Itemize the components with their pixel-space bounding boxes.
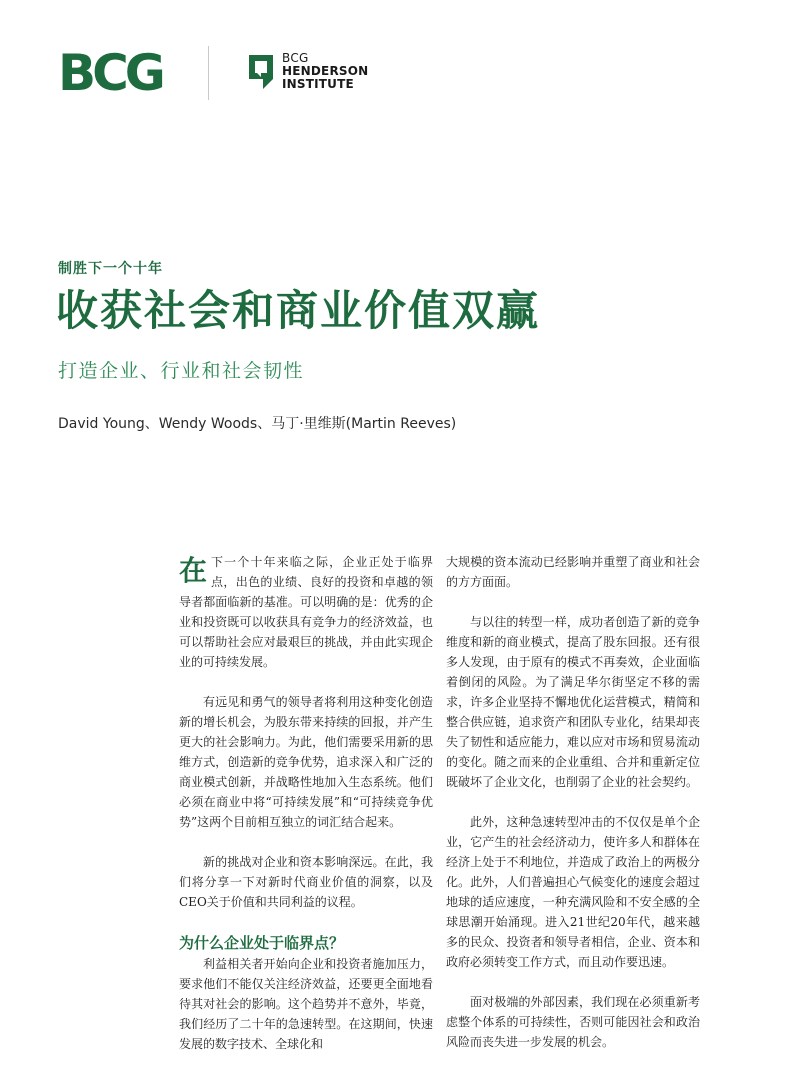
body-paragraph: 大规模的资本流动已经影响并重塑了商业和社会的方方面面。 — [446, 555, 700, 589]
header — [58, 46, 458, 102]
body-paragraph: 与以往的转型一样，成功者创造了新的竞争维度和新的商业模式，提高了股东回报。还有很多人发现，由于原有的模式不再奏效，企业面临着倒闭的风险。为了满足华尔街坚定不移的需求，许多企业坚持不懈地优化运营模式，精简和整合供应链，追求资产和团队专业化，结果却丧失了韧性和适应能力，难以应对市场和贸易流动的变化。随之而来的企业重组、合并和重新定位既破坏了企业文化，也削弱了企业的社会契约。 — [446, 615, 700, 789]
left-column — [179, 552, 433, 1074]
body-paragraph: 有远见和勇气的领导者将利用这种变化创造新的增长机会，为股东带来持续的回报，并产生更大的社会影响力。为此，他们需要采用新的思维方式，创造新的竞争优势，追求深入和广泛的商业模式创新，并战略性地加入生态系统。他们必须在商业中将“可持续发展”和“可持续竞争优势”这两个目前相互独立的词汇结合起来。 — [179, 695, 433, 829]
body-paragraph: 利益相关者开始向企业和投资者施加压力，要求他们不能仅关注经济效益，还要更全面地看待其对社会的影响。这个趋势并不意外，毕竟，我们经历了二十年的急速转型。在这期间，快速发展的数字技术、全球化和 — [179, 957, 433, 1051]
series-kicker: 制胜下一个十年 — [58, 261, 163, 277]
right-column — [446, 552, 700, 1072]
page-title: 收获社会和商业价值双赢 — [56, 286, 541, 335]
logo-divider — [208, 46, 209, 100]
drop-cap: 在 — [179, 554, 208, 587]
body-paragraph: 面对极端的外部因素，我们现在必须重新考虑整个体系的可持续性，否则可能因社会和政治风险而丧失进一步发展的机会。 — [446, 995, 700, 1049]
intro-paragraph-text: 下一个十年来临之际，企业正处于临界点，出色的业绩、良好的投资和卓越的领导者都面临新的基准。可以明确的是：优秀的企业和投资既可以收获具有竞争力的经济效益，也可以帮助社会应对最艰巨的挑战，并由此实现企业的可持续发展。 — [179, 555, 433, 669]
bhi-line-3: INSTITUTE — [282, 77, 354, 91]
henderson-institute-icon — [248, 54, 274, 90]
intro-paragraph — [179, 552, 433, 672]
bhi-line-2: HENDERSON — [282, 64, 369, 78]
henderson-institute-wordmark — [282, 52, 368, 91]
page-subtitle: 打造企业、行业和社会韧性 — [58, 360, 305, 382]
henderson-institute-logo — [248, 52, 468, 98]
authors-line: David Young、Wendy Woods、马丁·里维斯(Martin Reeves) — [58, 416, 457, 432]
section-heading: 为什么企业处于临界点？ — [179, 934, 345, 952]
bcg-logo: BCG — [58, 44, 162, 102]
body-paragraph: 新的挑战对企业和资本影响深远。在此，我们将分享一下对新时代商业价值的洞察，以及CEO关于价值和共同利益的议程。 — [179, 855, 433, 909]
body-paragraph: 此外，这种急速转型冲击的不仅仅是单个企业，它产生的社会经济动力，使许多人和群体在经济上处于不利地位，并造成了政治上的两极分化。此外，人们普遍担心气候变化的速度会超过地球的适应速度，一种充满风险和不安全感的全球思潮开始涌现。进入21世纪20年代，越来越多的民众、投资者和领导者相信，企业、资本和政府必须转变工作方式，而且动作要迅速。 — [446, 815, 700, 969]
bhi-line-1: BCG — [282, 51, 309, 65]
